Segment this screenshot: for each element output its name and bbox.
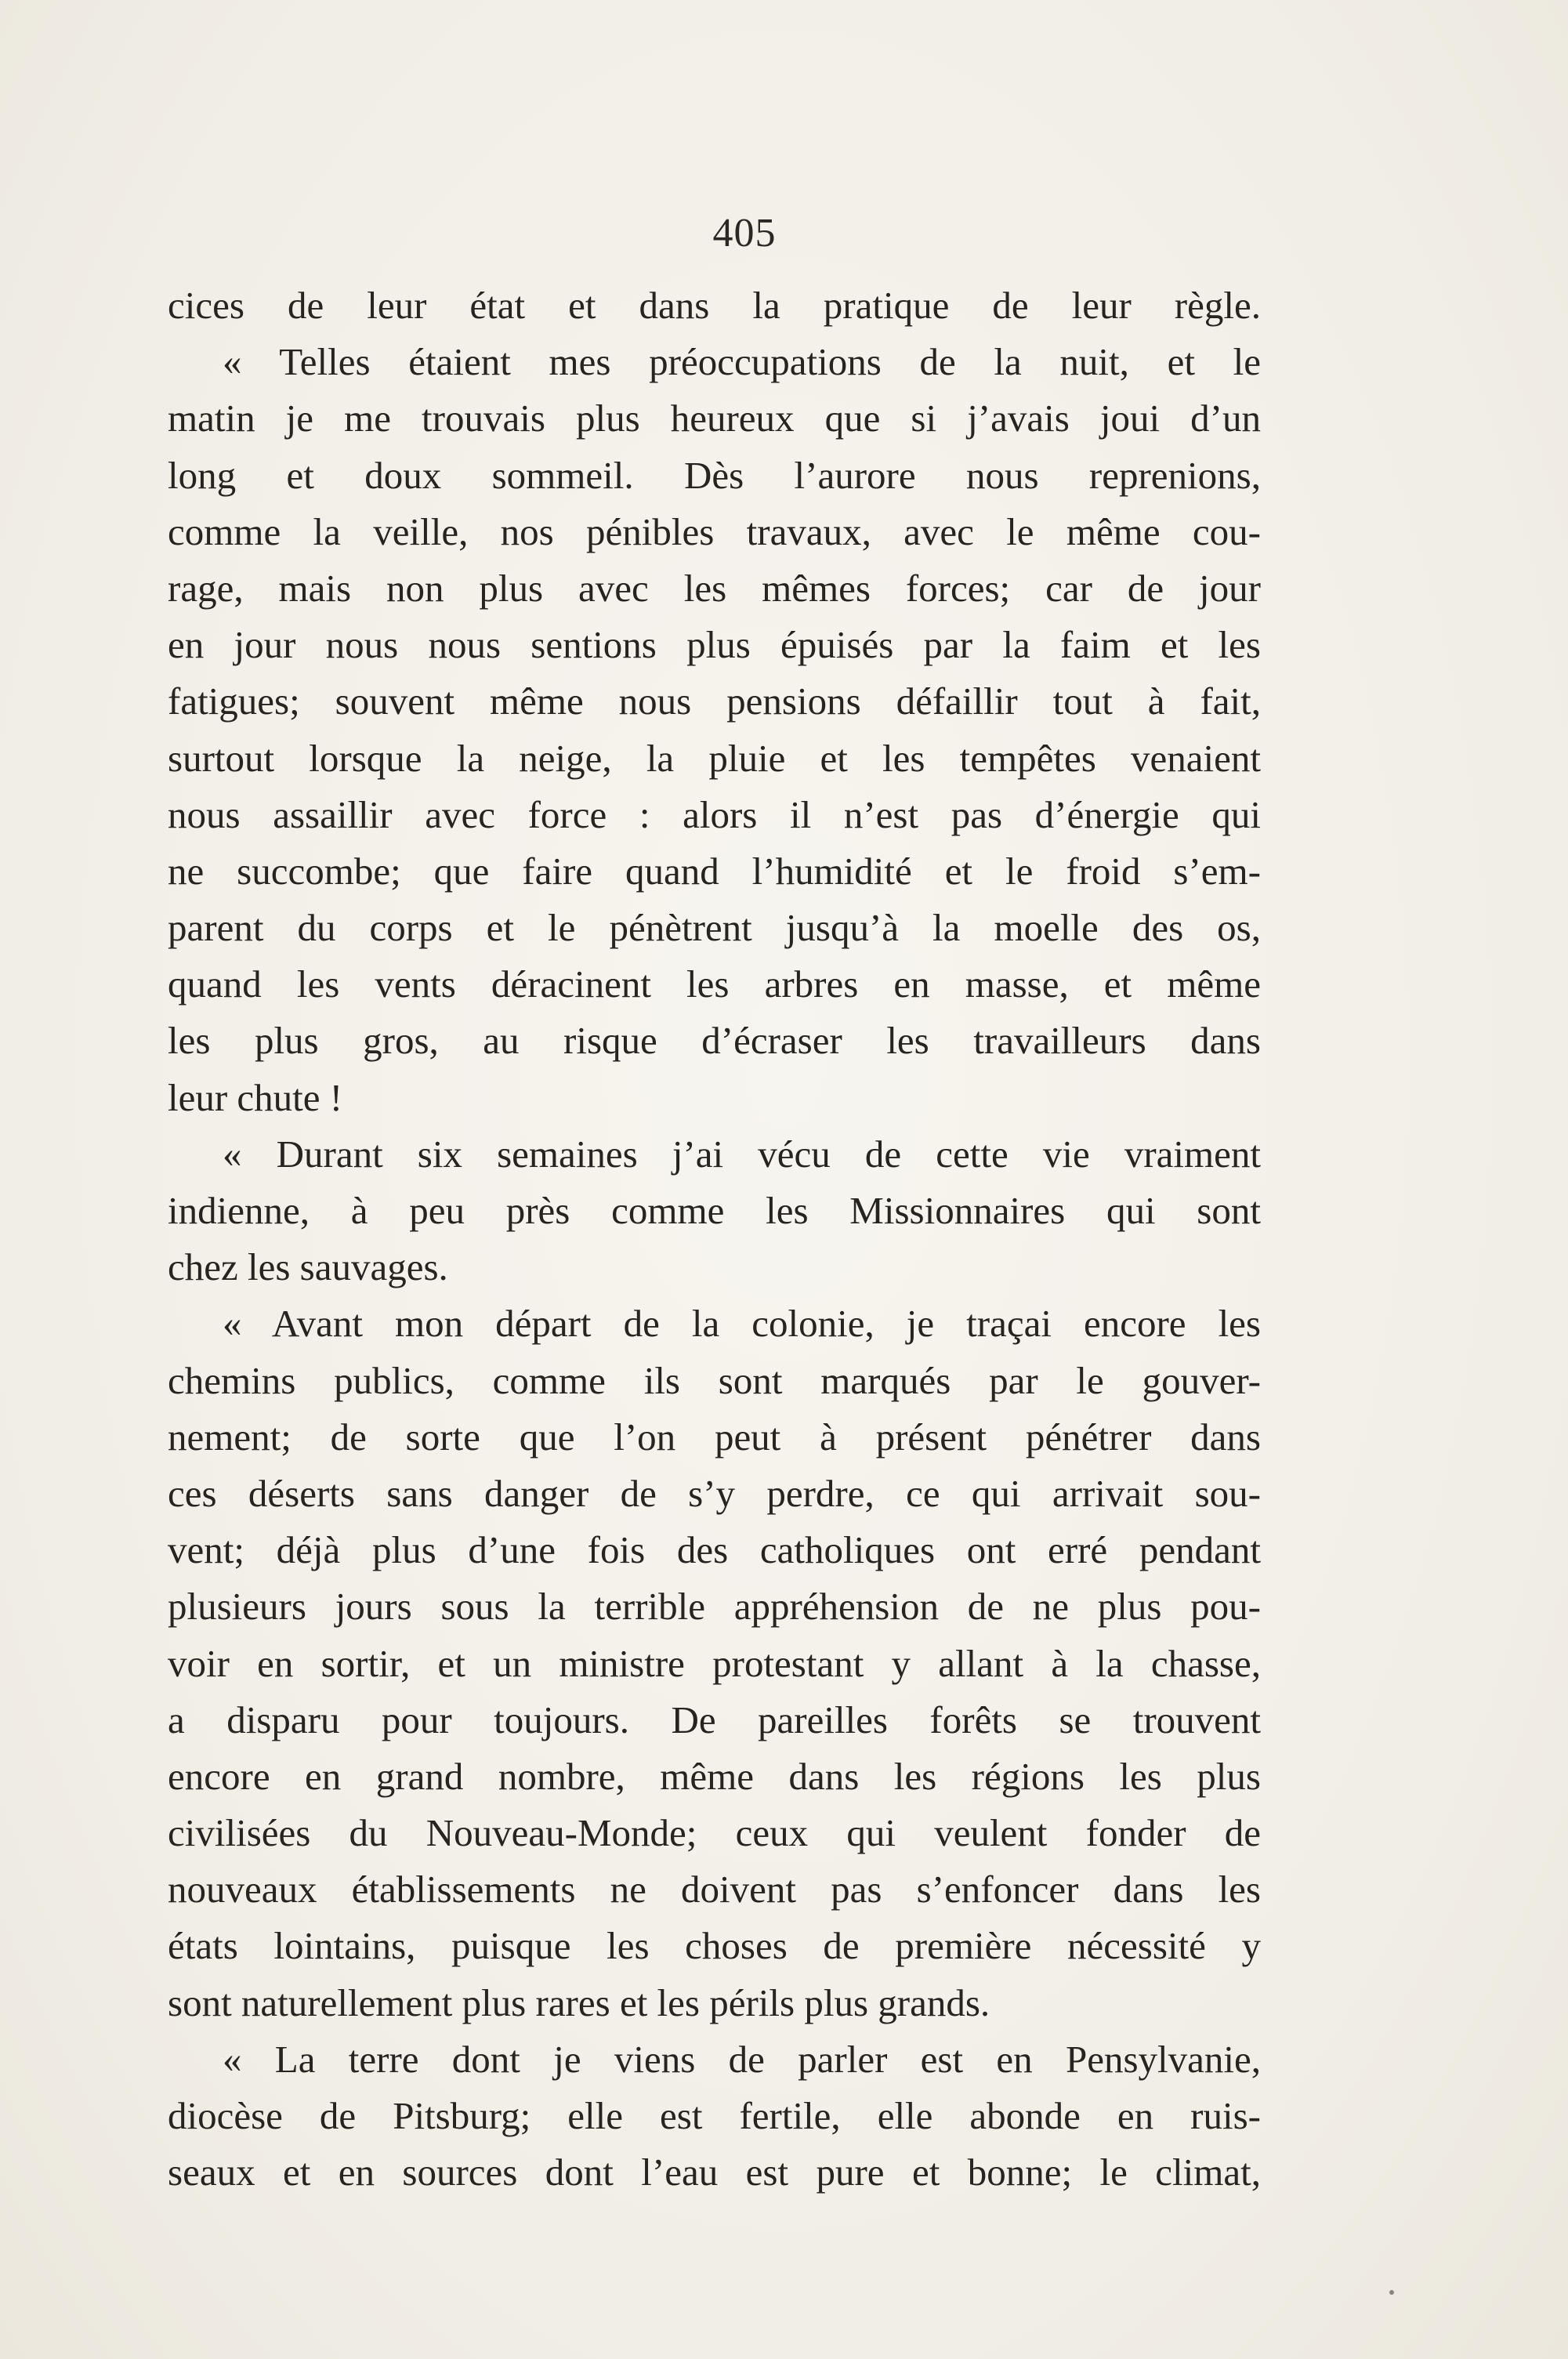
text-line: « Avant mon départ de la colonie, je traçai encore les xyxy=(223,1302,1261,1346)
text-line: long et doux sommeil. Dès l’aurore nous reprenions, xyxy=(168,453,1261,497)
text-line: cices de leur état et dans la pratique de leur règle. xyxy=(168,284,1261,327)
text-line: en jour nous nous sentions plus épuisés par la faim et les xyxy=(168,623,1261,667)
text-line: nement; de sorte que l’on peut à présent pénétrer dans xyxy=(168,1415,1261,1459)
text-line: surtout lorsque la neige, la pluie et les tempêtes venaient xyxy=(168,736,1261,780)
text-line: vent; déjà plus d’une fois des catholiques ont erré pendant xyxy=(168,1528,1261,1572)
text-line: états lointains, puisque les choses de première nécessité y xyxy=(168,1924,1261,1968)
body-text xyxy=(168,277,1261,2201)
text-line: indienne, à peu près comme les Missionnaires qui sont xyxy=(168,1189,1261,1232)
text-line: « Telles étaient mes préoccupations de la nuit, et le xyxy=(223,340,1261,384)
page-number: 405 xyxy=(712,211,777,255)
text-line: ne succombe; que faire quand l’humidité et le froid s’em- xyxy=(168,849,1261,893)
text-line: voir en sortir, et un ministre protestant y allant à la chasse, xyxy=(168,1641,1261,1685)
text-line: fatigues; souvent même nous pensions défaillir tout à fait, xyxy=(168,679,1261,723)
text-line: chemins publics, comme ils sont marqués par le gouver- xyxy=(168,1358,1261,1402)
text-line: seaux et en sources dont l’eau est pure et bonne; le climat, xyxy=(168,2151,1261,2194)
text-line: matin je me trouvais plus heureux que si j’avais joui d’un xyxy=(168,397,1261,440)
text-line: « Durant six semaines j’ai vécu de cette vie vraiment xyxy=(223,1132,1261,1176)
text-line: sont naturellement plus rares et les périls plus grands. xyxy=(168,1980,990,2024)
text-line: a disparu pour toujours. De pareilles forêts se trouvent xyxy=(168,1698,1261,1741)
text-line: ces déserts sans danger de s’y perdre, ce qui arrivait sou- xyxy=(168,1471,1261,1515)
text-line: chez les sauvages. xyxy=(168,1245,448,1289)
text-line: civilisées du Nouveau-Monde; ceux qui veulent fonder de xyxy=(168,1811,1261,1855)
text-line: « La terre dont je viens de parler est en Pensylvanie, xyxy=(223,2037,1261,2081)
text-line: parent du corps et le pénètrent jusqu’à la moelle des os, xyxy=(168,906,1261,950)
text-line: plusieurs jours sous la terrible appréhension de ne plus pou- xyxy=(168,1585,1261,1629)
text-line: diocèse de Pitsburg; elle est fertile, elle abonde en ruis- xyxy=(168,2094,1261,2137)
text-line: comme la veille, nos pénibles travaux, avec le même cou- xyxy=(168,509,1261,553)
text-line: quand les vents déracinent les arbres en masse, et même xyxy=(168,962,1261,1006)
text-line: rage, mais non plus avec les mêmes forces; car de jour xyxy=(168,566,1261,610)
paper-speck xyxy=(1389,2290,1394,2295)
text-line: encore en grand nombre, même dans les régions les plus xyxy=(168,1754,1261,1798)
text-line: leur chute ! xyxy=(168,1075,343,1119)
text-line: nouveaux établissements ne doivent pas s’enfoncer dans les xyxy=(168,1868,1261,1911)
text-line: les plus gros, au risque d’écraser les travailleurs dans xyxy=(168,1019,1261,1063)
text-line: nous assaillir avec force : alors il n’est pas d’énergie qui xyxy=(168,792,1261,836)
